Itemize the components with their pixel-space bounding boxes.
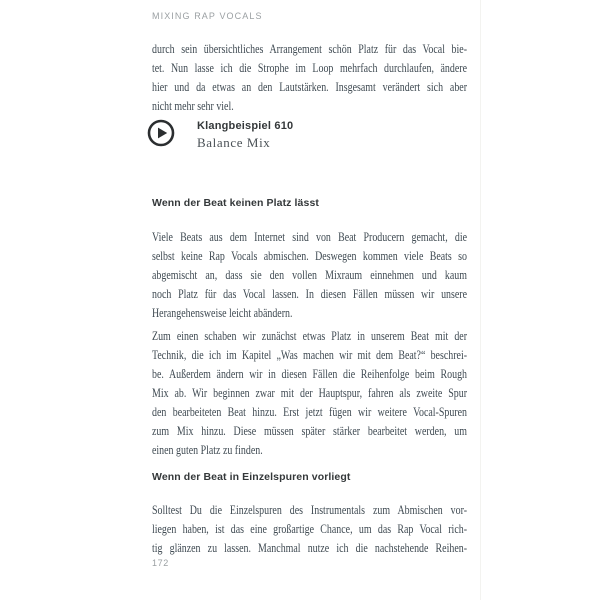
paragraph-beat-no-space-2 <box>152 326 467 459</box>
section-heading-beat-no-space: Wenn der Beat keinen Platz lässt <box>152 197 319 209</box>
audio-example-title: Klangbeispiel 610 <box>197 120 294 132</box>
text-line: Zum einen schaben wir zunächst etwas Platz in unserem Beat mit der <box>152 328 468 343</box>
text-line: tig glänzen zu lassen. Manchmal nutze ich die nachstehende Reihen- <box>152 540 468 555</box>
text-line: abgemischt an, dass sie den vollen Mixraum einnehmen und kaum <box>152 267 468 282</box>
text-line: Mix ab. Wir beginnen zwar mit der Hauptspur, fahren als zweite Spur <box>152 385 468 400</box>
text-line: be. Außerdem ändern wir in diesen Fällen die Reihenfolge beim Rough <box>152 366 468 381</box>
text-line: tet. Nun lasse ich die Strophe im Loop mehrfach durchlaufen, ändere <box>152 60 468 75</box>
text-line: Herangehensweise leicht abändern. <box>152 305 293 320</box>
text-line: durch sein übersichtliches Arrangement schön Platz für das Vocal bie- <box>152 41 468 56</box>
section-heading-beat-stems: Wenn der Beat in Einzelspuren vorliegt <box>152 471 351 483</box>
running-header: MIXING RAP VOCALS <box>152 11 263 21</box>
audio-example-block <box>147 119 293 150</box>
paragraph-beat-stems-1 <box>152 500 467 557</box>
audio-example-labels <box>197 119 293 150</box>
text-line: selbst keine Rap Vocals abmischen. Deswegen kommen viele Beats so <box>152 248 468 263</box>
text-line: liegen haben, ist das eine großartige Chance, um das Rap Vocal rich- <box>152 521 468 536</box>
text-line: den bearbeiteten Beat hinzu. Erst jetzt fügen wir weitere Vocal-Spuren <box>152 404 468 419</box>
text-line: Viele Beats aus dem Internet sind von Beat Producern gemacht, die <box>152 229 468 244</box>
page-edge-line <box>480 0 481 600</box>
text-line: Technik, die ich im Kapitel „Was machen wir mit dem Beat?“ beschrei- <box>152 347 468 362</box>
page-number: 172 <box>152 558 169 568</box>
text-line: noch Platz für das Vocal lassen. In diesen Fällen müssen wir unsere <box>152 286 468 301</box>
paragraph-intro <box>152 39 467 115</box>
text-line: zum Mix hinzu. Diese müssen später stärker bearbeitet werden, um <box>152 423 468 438</box>
text-line: hier und da etwas an den Lautstärken. Insgesamt verändert sich aber <box>152 79 468 94</box>
text-line: nicht mehr sehr viel. <box>152 98 234 113</box>
text-line: Solltest Du die Einzelspuren des Instrumentals zum Abmischen vor- <box>152 502 468 517</box>
text-line: einen guten Platz zu finden. <box>152 442 263 457</box>
paragraph-beat-no-space-1 <box>152 227 467 322</box>
audio-example-subtitle: Balance Mix <box>197 135 271 150</box>
play-icon[interactable] <box>147 119 175 147</box>
